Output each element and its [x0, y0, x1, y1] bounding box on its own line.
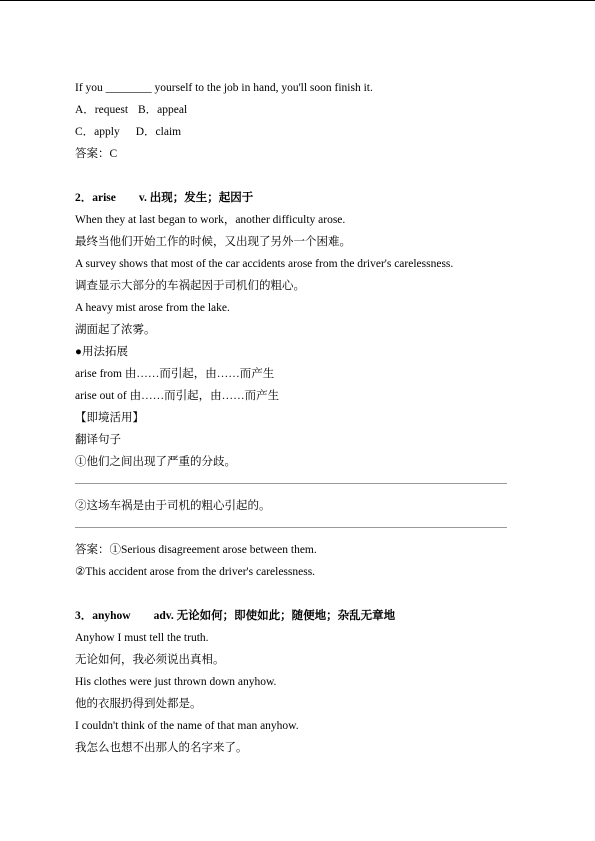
example-line: A heavy mist arose from the lake. [75, 302, 230, 314]
answer-blank-line [75, 473, 515, 495]
spacer [75, 583, 515, 605]
option-b: B．appeal [138, 104, 188, 116]
answer-text: ②This accident arose from the driver's carelessness. [75, 566, 316, 578]
translation-line: 调查显示大部分的车祸起因于司机们的粗心。 [75, 280, 305, 292]
section-heading-arise: 2．arise v. 出现；发生；起因于 [75, 192, 254, 204]
option-d: D．claim [135, 126, 182, 138]
translation-line: 他的衣服扔得到处都是。 [75, 698, 202, 710]
usage-item: arise out of 由……而引起，由……而产生 [75, 390, 280, 402]
answer-blank-line [75, 517, 515, 539]
page-top-border [0, 0, 595, 1]
options-row-2 [75, 121, 515, 143]
answer-text: 答案：①Serious disagreement arose between them. [75, 544, 317, 556]
usage-item: arise from 由……而引起，由……而产生 [75, 368, 275, 380]
example-line: Anyhow I must tell the truth. [75, 632, 209, 644]
option-a: A．request [75, 104, 129, 116]
translation-line: 湖面起了浓雾。 [75, 324, 156, 336]
question-stem: If you ________ yourself to the job in hand, you'll soon finish it. [75, 82, 373, 94]
practice-instruction: 翻译句子 [75, 434, 121, 446]
translation-line: 无论如何，我必须说出真相。 [75, 654, 225, 666]
usage-heading: ●用法拓展 [75, 346, 128, 358]
translation-line: 我怎么也想不出那人的名字来了。 [75, 742, 248, 754]
option-c: C．apply [75, 126, 120, 138]
translation-line: 最终当他们开始工作的时候，又出现了另外一个困难。 [75, 236, 351, 248]
answer-text: 答案：C [75, 148, 118, 160]
section-heading-anyhow: 3．anyhow adv. 无论如何；即使如此；随便地；杂乱无章地 [75, 610, 396, 622]
practice-heading: 【即境活用】 [75, 412, 144, 424]
example-line: When they at last began to work，another difficulty arose. [75, 214, 346, 226]
example-line: A survey shows that most of the car accidents arose from the driver's carelessness. [75, 258, 454, 270]
practice-item: ①他们之间出现了严重的分歧。 [75, 456, 236, 468]
document-body [75, 77, 515, 759]
spacer [75, 165, 515, 187]
example-line: I couldn't think of the name of that man anyhow. [75, 720, 299, 732]
options-row-1 [75, 99, 515, 121]
practice-item: ②这场车祸是由于司机的粗心引起的。 [75, 500, 271, 512]
example-line: His clothes were just thrown down anyhow. [75, 676, 277, 688]
